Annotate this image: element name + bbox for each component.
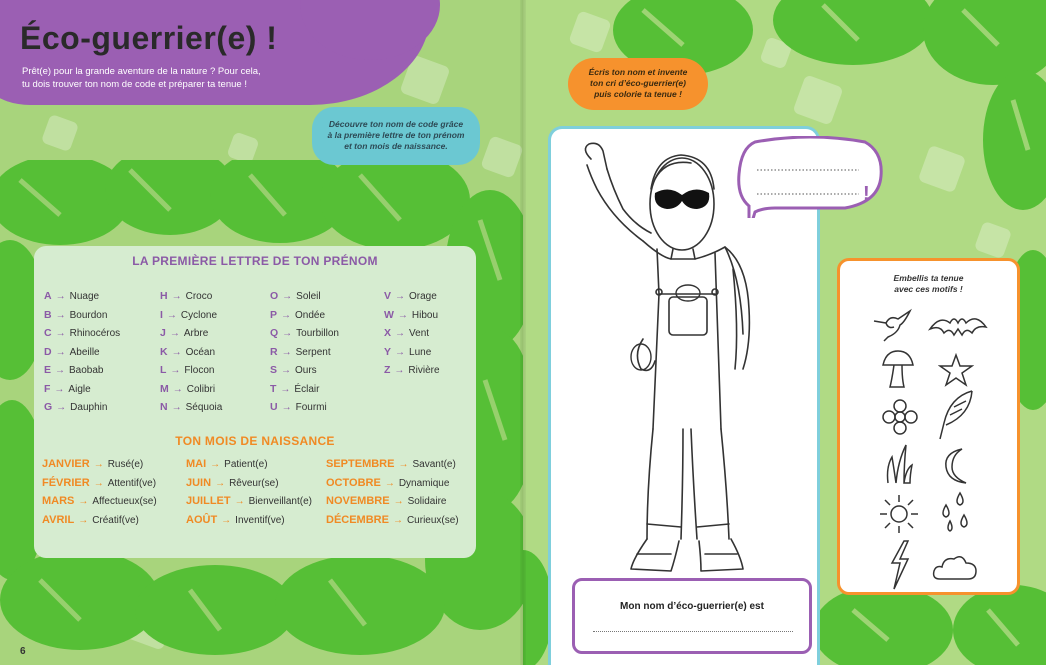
mushroom-icon bbox=[880, 349, 916, 389]
letter-value: Hibou bbox=[411, 309, 439, 321]
motifs-title bbox=[840, 273, 1017, 295]
letter-entry bbox=[384, 346, 431, 358]
month-key: JANVIER bbox=[42, 458, 90, 470]
star-icon bbox=[938, 353, 974, 389]
letter-entry bbox=[160, 309, 217, 321]
letter-key: C bbox=[44, 327, 52, 339]
month-entry bbox=[326, 495, 446, 507]
page-title: Éco-guerrier(e) ! bbox=[20, 20, 278, 56]
arrow-icon: → bbox=[55, 309, 66, 321]
letter-value: Lune bbox=[409, 346, 432, 358]
mask-icon bbox=[655, 189, 710, 209]
raindrops-icon bbox=[936, 489, 974, 535]
bubble-line: Écris ton nom et invente bbox=[588, 67, 688, 77]
letter-key: I bbox=[160, 308, 163, 321]
arrow-icon: → bbox=[393, 496, 404, 507]
letter-value: Serpent bbox=[295, 346, 331, 358]
bubble-line: et ton mois de naissance. bbox=[344, 141, 448, 151]
month-key: MARS bbox=[42, 495, 75, 507]
month-value: Bienveillant(e) bbox=[248, 496, 312, 507]
month-entry bbox=[326, 458, 456, 470]
month-key: OCTOBRE bbox=[326, 476, 381, 489]
letter-key: E bbox=[44, 364, 52, 376]
arrow-icon: → bbox=[394, 365, 405, 376]
letter-entry bbox=[270, 290, 321, 302]
letter-entry bbox=[270, 327, 339, 339]
letter-key: K bbox=[160, 345, 168, 358]
letter-entry bbox=[270, 364, 317, 376]
arrow-icon: → bbox=[55, 365, 66, 376]
arrow-icon: → bbox=[281, 309, 292, 321]
letter-value: Aigle bbox=[68, 383, 91, 395]
letter-entry bbox=[160, 346, 215, 358]
letter-key: Y bbox=[384, 345, 392, 358]
letter-key: X bbox=[384, 327, 392, 339]
letter-value: Arbre bbox=[183, 328, 209, 339]
arrow-icon: → bbox=[93, 459, 104, 470]
letter-value: Tourbillon bbox=[296, 328, 339, 339]
letter-entry bbox=[270, 309, 325, 321]
arrow-icon: → bbox=[281, 346, 292, 358]
arrow-icon: → bbox=[172, 383, 183, 395]
letter-value: Éclair bbox=[294, 383, 320, 395]
arrow-icon: → bbox=[171, 291, 182, 302]
month-entry bbox=[186, 458, 268, 470]
letter-entry bbox=[384, 364, 440, 376]
arrow-icon: → bbox=[397, 309, 408, 321]
arrow-icon: → bbox=[171, 346, 182, 358]
bubble-line: à la première lettre de ton prénom bbox=[327, 130, 465, 140]
month-value: Savant(e) bbox=[412, 459, 456, 470]
arrow-icon: → bbox=[78, 496, 89, 507]
letter-entry bbox=[44, 309, 107, 321]
letter-value: Nuage bbox=[69, 291, 100, 302]
letter-entry bbox=[44, 290, 99, 302]
month-key: JUIN bbox=[186, 476, 212, 489]
letter-key: D bbox=[44, 345, 52, 358]
arrow-icon: → bbox=[55, 328, 66, 339]
month-key: AVRIL bbox=[42, 513, 75, 526]
arrow-icon: → bbox=[215, 477, 226, 489]
name-label: Mon nom d’éco-guerrier(e) est bbox=[620, 601, 764, 612]
letter-value: Orage bbox=[409, 291, 437, 302]
bubble-line: puis colorie ta tenue ! bbox=[594, 89, 682, 99]
arrow-icon: → bbox=[384, 477, 395, 489]
instruction-bubble-color bbox=[568, 58, 708, 110]
motifs-card bbox=[837, 258, 1020, 595]
feather-icon bbox=[936, 389, 976, 441]
sun-icon bbox=[878, 493, 920, 535]
letter-key: O bbox=[270, 290, 279, 302]
letter-entry bbox=[384, 290, 437, 302]
letter-entry bbox=[160, 327, 208, 339]
motifs-title-line: avec ces motifs ! bbox=[894, 284, 963, 294]
letter-key: G bbox=[44, 401, 53, 413]
bubble-line: Découvre ton nom de code grâce bbox=[328, 119, 464, 129]
arrow-icon: → bbox=[395, 291, 406, 302]
month-key: FÉVRIER bbox=[42, 476, 90, 489]
letter-entry bbox=[160, 383, 215, 395]
month-value: Attentif(ve) bbox=[107, 477, 157, 489]
letter-entry bbox=[44, 401, 107, 413]
month-value: Patient(e) bbox=[224, 459, 268, 470]
hummingbird-icon bbox=[870, 303, 914, 343]
month-value: Inventif(ve) bbox=[235, 514, 285, 526]
speech-bubble[interactable] bbox=[735, 136, 885, 218]
letter-value: Vent bbox=[409, 328, 430, 339]
letter-value: Baobab bbox=[69, 365, 104, 376]
letter-entry bbox=[44, 346, 100, 358]
arrow-icon: → bbox=[282, 291, 293, 302]
letter-key: Q bbox=[270, 327, 279, 339]
letter-value: Ondée bbox=[295, 309, 326, 321]
letter-key: H bbox=[160, 290, 168, 302]
motifs-title-line: Embellis ta tenue bbox=[893, 273, 964, 283]
intro-text bbox=[22, 65, 282, 91]
flower-icon bbox=[882, 399, 918, 435]
bat-icon bbox=[928, 309, 988, 343]
letter-entry bbox=[160, 364, 214, 376]
instruction-bubble-code bbox=[312, 107, 480, 165]
month-key: DÉCEMBRE bbox=[326, 513, 389, 526]
letter-entry bbox=[44, 364, 104, 376]
month-key: SEPTEMBRE bbox=[326, 458, 395, 470]
cloud-icon bbox=[930, 551, 980, 583]
bg-square bbox=[41, 114, 79, 152]
page-gutter bbox=[520, 0, 526, 665]
letter-entry bbox=[270, 383, 319, 395]
month-key: NOVEMBRE bbox=[326, 495, 390, 507]
month-entry bbox=[42, 458, 143, 470]
arrow-icon: → bbox=[55, 346, 66, 358]
months-heading: TON MOIS DE NAISSANCE bbox=[175, 434, 335, 448]
month-entry bbox=[186, 477, 279, 489]
arrow-icon: → bbox=[392, 514, 403, 526]
arrow-icon: → bbox=[171, 402, 182, 413]
grass-icon bbox=[882, 443, 916, 485]
letter-entry bbox=[384, 327, 429, 339]
arrow-icon: → bbox=[210, 459, 221, 470]
letter-value: Colibri bbox=[186, 383, 216, 395]
speech-exclaim: ! bbox=[863, 183, 870, 205]
letter-value: Croco bbox=[185, 291, 213, 302]
leaf-icon bbox=[631, 344, 651, 370]
letter-value: Séquoia bbox=[185, 402, 223, 413]
letter-value: Cyclone bbox=[180, 309, 218, 321]
letter-value: Ours bbox=[295, 365, 317, 376]
name-write-line[interactable] bbox=[593, 631, 793, 632]
letter-key: S bbox=[270, 364, 278, 376]
letter-entry bbox=[384, 309, 438, 321]
letter-value: Bourdon bbox=[69, 309, 108, 321]
letter-value: Dauphin bbox=[70, 402, 108, 413]
lightning-icon bbox=[886, 539, 914, 591]
month-key: MAI bbox=[186, 458, 207, 470]
letter-key: B bbox=[44, 308, 52, 321]
letter-value: Flocon bbox=[184, 365, 215, 376]
arrow-icon: → bbox=[398, 459, 409, 470]
month-value: Affectueux(se) bbox=[92, 496, 157, 507]
arrow-icon: → bbox=[93, 477, 104, 489]
month-value: Solidaire bbox=[407, 496, 447, 507]
month-entry bbox=[186, 514, 285, 526]
arrow-icon: → bbox=[280, 383, 291, 395]
letter-value: Rhinocéros bbox=[69, 328, 121, 339]
letter-key: Z bbox=[384, 364, 391, 376]
letter-entry bbox=[270, 346, 331, 358]
letter-value: Abeille bbox=[69, 346, 100, 358]
arrow-icon: → bbox=[78, 514, 89, 526]
intro-line: Prêt(e) pour la grande aventure de la nature ? Pour cela, bbox=[22, 66, 261, 77]
arrow-icon: → bbox=[281, 402, 292, 413]
month-entry bbox=[326, 514, 459, 526]
month-entry bbox=[42, 514, 139, 526]
arrow-icon: → bbox=[281, 365, 292, 376]
letter-key: A bbox=[44, 290, 52, 302]
month-value: Rusé(e) bbox=[107, 459, 144, 470]
letter-entry bbox=[270, 401, 327, 413]
arrow-icon: → bbox=[54, 383, 65, 395]
letter-key: J bbox=[160, 327, 166, 339]
leaf-icon bbox=[676, 285, 700, 301]
letter-key: L bbox=[160, 364, 167, 376]
letter-value: Océan bbox=[185, 346, 216, 358]
arrow-icon: → bbox=[395, 346, 406, 358]
letter-entry bbox=[44, 327, 120, 339]
intro-line: tu dois trouver ton nom de code et préparer ta tenue ! bbox=[22, 79, 247, 90]
letters-heading: LA PREMIÈRE LETTRE DE TON PRÉNOM bbox=[132, 254, 378, 268]
letter-key: M bbox=[160, 382, 169, 395]
arrow-icon: → bbox=[169, 328, 180, 339]
letter-key: F bbox=[44, 382, 51, 395]
month-entry bbox=[42, 477, 156, 489]
arrow-icon: → bbox=[55, 291, 66, 302]
moon-icon bbox=[940, 447, 972, 485]
arrow-icon: → bbox=[56, 402, 67, 413]
month-value: Créatif(ve) bbox=[92, 514, 139, 526]
letter-value: Soleil bbox=[296, 291, 321, 302]
arrow-icon: → bbox=[282, 328, 293, 339]
month-entry bbox=[42, 495, 157, 507]
letter-entry bbox=[160, 290, 212, 302]
letter-key: N bbox=[160, 401, 168, 413]
month-key: AOÛT bbox=[186, 513, 218, 526]
name-box[interactable] bbox=[572, 578, 812, 654]
letter-entry bbox=[160, 401, 222, 413]
month-value: Rêveur(se) bbox=[229, 477, 279, 489]
arrow-icon: → bbox=[166, 309, 177, 321]
letter-key: R bbox=[270, 345, 278, 358]
month-entry bbox=[186, 495, 312, 507]
letter-value: Fourmi bbox=[295, 402, 327, 413]
month-value: Dynamique bbox=[398, 477, 450, 489]
bubble-line: ton cri d’éco-guerrier(e) bbox=[590, 78, 686, 88]
letter-key: P bbox=[270, 308, 278, 321]
arrow-icon: → bbox=[234, 496, 245, 507]
arrow-icon: → bbox=[221, 514, 232, 526]
letter-value: Rivière bbox=[408, 365, 440, 376]
arrow-icon: → bbox=[395, 328, 406, 339]
letter-entry bbox=[44, 383, 91, 395]
letter-key: V bbox=[384, 290, 392, 302]
letter-key: W bbox=[384, 308, 394, 321]
letter-key: U bbox=[270, 401, 278, 413]
arrow-icon: → bbox=[170, 365, 181, 376]
letter-key: T bbox=[270, 382, 277, 395]
month-entry bbox=[326, 477, 449, 489]
code-name-panel bbox=[34, 246, 476, 558]
month-key: JUILLET bbox=[186, 495, 231, 507]
page-number: 6 bbox=[20, 646, 26, 657]
month-value: Curieux(se) bbox=[406, 514, 459, 526]
